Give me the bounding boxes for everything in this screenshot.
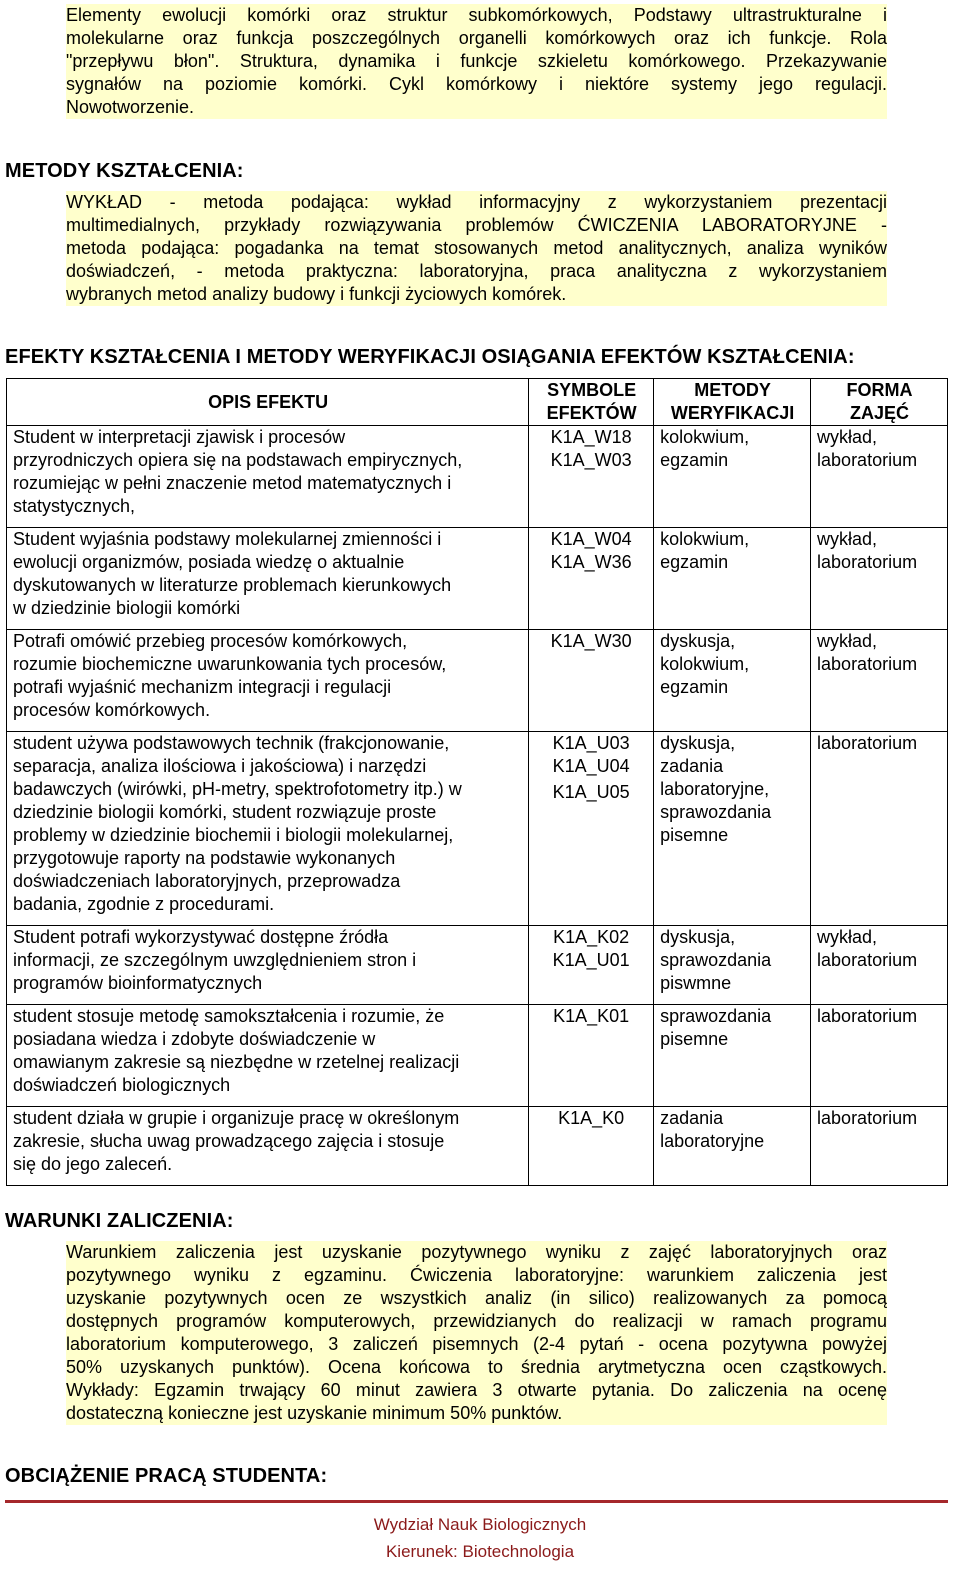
opis-line: doświadczeniach laboratoryjnych, przeprowadza xyxy=(13,871,401,891)
forma-line: wykład, xyxy=(817,927,878,947)
cell-symbole xyxy=(529,926,654,1005)
cell-symbole-content xyxy=(533,732,649,816)
table-row xyxy=(7,1107,948,1186)
cell-metody-content xyxy=(660,426,805,481)
metoda-line: piswmne xyxy=(660,973,732,993)
cell-symbole xyxy=(529,732,654,926)
efekty-table-body xyxy=(7,426,948,1186)
forma-line: wykład, xyxy=(817,631,878,651)
metoda-line: egzamin xyxy=(660,450,729,470)
intro-line: "przepływu błon". Struktura, dynamika i funkcje szkieletu komórkowego. Przekazywanie xyxy=(66,51,887,71)
opis-line: doświadczeń biologicznych xyxy=(13,1075,231,1095)
warunki-heading: WARUNKI ZALICZENIA: xyxy=(5,1210,234,1232)
metody-line: wybranych metod analizy budowy i funkcji życiowych komórek. xyxy=(66,284,567,304)
metoda-line: laboratoryjne, xyxy=(660,779,770,799)
opis-line: student używa podstawowych technik (frakcjonowanie, xyxy=(13,733,450,753)
opis-line: w dziedzinie biologii komórki xyxy=(13,598,241,618)
cell-symbole xyxy=(529,1005,654,1107)
header-opis: OPIS EFEKTU xyxy=(7,379,529,426)
cell-symbole-content xyxy=(533,1005,649,1037)
cell-opis xyxy=(7,1107,529,1186)
cell-opis-content xyxy=(13,732,523,925)
metoda-line: dyskusja, xyxy=(660,927,736,947)
cell-opis xyxy=(7,426,529,528)
cell-opis-content xyxy=(13,630,523,731)
symbol-code: K1A_U05 xyxy=(552,782,630,802)
warunki-line: 50% uzyskanych punktów). Ocena końcowa to średnia arytmetyczna ocen cząstkowych. xyxy=(66,1357,887,1377)
cell-opis-content xyxy=(13,528,523,629)
metoda-line: dyskusja, xyxy=(660,733,736,753)
cell-forma-content xyxy=(817,1005,942,1037)
warunki-paragraph xyxy=(66,1241,887,1425)
cell-forma xyxy=(811,926,948,1005)
header-metody-line1: METODY xyxy=(694,380,771,400)
cell-forma-content xyxy=(817,926,942,981)
cell-symbole xyxy=(529,528,654,630)
symbol-code: K1A_K0 xyxy=(558,1108,625,1128)
header-forma-line2: ZAJĘĆ xyxy=(850,403,910,423)
cell-forma-content xyxy=(817,1107,942,1139)
symbol-code: K1A_U04 xyxy=(552,756,630,776)
header-symbole-line2: EFEKTÓW xyxy=(546,403,637,423)
cell-forma xyxy=(811,1005,948,1107)
metoda-line: pisemne xyxy=(660,1029,729,1049)
efekty-heading: EFEKTY KSZTAŁCENIA I METODY WERYFIKACJI OSIĄGANIA EFEKTÓW KSZTAŁCENIA: xyxy=(5,346,855,368)
opis-line: separacja, analiza ilościowa i jakościowa) i narzędzi xyxy=(13,756,427,776)
cell-opis xyxy=(7,732,529,926)
metody-line: WYKŁAD - metoda podająca: wykład informacyjny z wykorzystaniem prezentacji xyxy=(66,192,887,212)
cell-opis xyxy=(7,528,529,630)
cell-symbole-content xyxy=(533,1107,649,1139)
forma-line: laboratorium xyxy=(817,1006,918,1026)
opis-line: Student wyjaśnia podstawy molekularnej zmienności i xyxy=(13,529,442,549)
forma-line: wykład, xyxy=(817,529,878,549)
symbol-code: K1A_K02 xyxy=(553,927,630,947)
opis-line: dyskutowanych w literaturze problemach kierunkowych xyxy=(13,575,452,595)
cell-forma-content xyxy=(817,630,942,685)
cell-forma xyxy=(811,426,948,528)
table-row xyxy=(7,426,948,528)
opis-line: ewolucji organizmów, posiada wiedzę o aktualnie xyxy=(13,552,405,572)
metoda-line: sprawozdania xyxy=(660,1006,772,1026)
cell-metody xyxy=(654,630,811,732)
metoda-line: kolokwium, xyxy=(660,654,750,674)
cell-forma-content xyxy=(817,528,942,583)
cell-symbole-content xyxy=(533,630,649,662)
opis-line: procesów komórkowych. xyxy=(13,700,211,720)
metody-line: multimedialnych, przykłady rozwiązywania problemów ĆWICZENIA LABORATORYJNE - xyxy=(66,215,887,235)
header-symbole-line1: SYMBOLE xyxy=(547,380,637,400)
forma-line: laboratorium xyxy=(817,733,918,753)
table-header-row xyxy=(7,379,948,426)
metody-paragraph xyxy=(66,191,887,306)
opis-line: przygotowuje raporty na podstawie wykonanych xyxy=(13,848,396,868)
table-row xyxy=(7,732,948,926)
opis-line: programów bioinformatycznych xyxy=(13,973,263,993)
opis-line: student działa w grupie i organizuje pracę w określonym xyxy=(13,1108,460,1128)
opis-line: badawczych (wirówki, pH-metry, spektrofotometry itp.) w xyxy=(13,779,462,799)
forma-line: laboratorium xyxy=(817,950,918,970)
metoda-line: egzamin xyxy=(660,552,729,572)
cell-metody xyxy=(654,732,811,926)
cell-symbole-content xyxy=(533,426,649,484)
table-row xyxy=(7,630,948,732)
opis-line: problemy w dziedzinie biochemii i biologii molekularnej, xyxy=(13,825,454,845)
symbol-code: K1A_U03 xyxy=(552,733,630,753)
cell-forma xyxy=(811,1107,948,1186)
opis-line: potrafi wyjaśnić mechanizm integracji i regulacji xyxy=(13,677,392,697)
opis-line: statystycznych, xyxy=(13,496,136,516)
opis-line: się do jego zaleceń. xyxy=(13,1154,173,1174)
opis-line: posiadana wiedza i zdobyte doświadczenie w xyxy=(13,1029,376,1049)
symbol-code: K1A_K01 xyxy=(553,1006,630,1026)
cell-forma-content xyxy=(817,426,942,481)
opis-line: omawianym zakresie są niezbędne w rzetelnej realizacji xyxy=(13,1052,460,1072)
symbol-code: K1A_W30 xyxy=(550,631,632,651)
cell-metody-content xyxy=(660,926,805,1004)
metoda-line: egzamin xyxy=(660,677,729,697)
opis-line: badania, zgodnie z procedurami. xyxy=(13,894,275,914)
intro-line: Nowotworzenie. xyxy=(66,97,195,117)
warunki-line: Warunkiem zaliczenia jest uzyskanie pozytywnego wyniku z zajęć laboratoryjnych oraz xyxy=(66,1242,887,1262)
cell-symbole xyxy=(529,630,654,732)
cell-metody xyxy=(654,426,811,528)
metody-line: metoda podająca: pogadanka na temat stosowanych metod analitycznych, analiza wyników xyxy=(66,238,887,258)
header-metody xyxy=(654,379,811,426)
opis-line: przyrodniczych opiera się na podstawach empirycznych, xyxy=(13,450,463,470)
opis-line: student stosuje metodę samokształcenia i rozumie, że xyxy=(13,1006,445,1026)
metoda-line: kolokwium, xyxy=(660,529,750,549)
symbol-code: K1A_W04 xyxy=(550,529,632,549)
cell-symbole-content xyxy=(533,528,649,586)
efekty-table xyxy=(6,378,948,1186)
cell-opis-content xyxy=(13,1005,523,1106)
table-row xyxy=(7,1005,948,1107)
symbol-code: K1A_W03 xyxy=(550,450,632,470)
metoda-line: pisemne xyxy=(660,825,729,845)
warunki-line: pozytywnego wyniku z egzaminu. Ćwiczenia laboratoryjne: warunkiem zaliczenia jest xyxy=(66,1265,887,1285)
footer-rule xyxy=(5,1500,948,1503)
forma-line: laboratorium xyxy=(817,552,918,572)
opis-line: Student w interpretacji zjawisk i procesów xyxy=(13,427,346,447)
cell-opis xyxy=(7,1005,529,1107)
cell-opis-content xyxy=(13,926,523,1004)
cell-metody-content xyxy=(660,630,805,708)
metoda-line: sprawozdania xyxy=(660,802,772,822)
cell-opis xyxy=(7,926,529,1005)
header-symbole xyxy=(529,379,654,426)
metoda-line: kolokwium, xyxy=(660,427,750,447)
warunki-line: laboratorium komputerowego, 3 zaliczeń pisemnych (2-4 pytań - ocena pozytywna powyżej xyxy=(66,1334,887,1354)
symbol-code: K1A_U01 xyxy=(552,950,630,970)
cell-opis-content xyxy=(13,426,523,527)
cell-metody-content xyxy=(660,1005,805,1060)
cell-forma xyxy=(811,528,948,630)
obciazenie-heading: OBCIĄŻENIE PRACĄ STUDENTA: xyxy=(5,1465,328,1487)
cell-metody-content xyxy=(660,732,805,856)
table-row xyxy=(7,528,948,630)
metody-heading: METODY KSZTAŁCENIA: xyxy=(5,160,244,182)
forma-line: laboratorium xyxy=(817,654,918,674)
cell-metody-content xyxy=(660,528,805,583)
cell-metody xyxy=(654,1005,811,1107)
cell-metody xyxy=(654,926,811,1005)
metody-line: doświadczeń, - metoda praktyczna: laboratoryjna, praca analityczna z wykorzystaniem xyxy=(66,261,887,281)
cell-metody xyxy=(654,528,811,630)
cell-symbole xyxy=(529,1107,654,1186)
cell-opis xyxy=(7,630,529,732)
intro-paragraph xyxy=(66,4,887,119)
forma-line: wykład, xyxy=(817,427,878,447)
opis-line: zakresie, słucha uwag prowadzącego zajęcia i stosuje xyxy=(13,1131,445,1151)
opis-line: informacji, ze szczególnym uwzględnieniem stron i xyxy=(13,950,417,970)
symbol-code: K1A_W18 xyxy=(550,427,632,447)
opis-line: dziedzinie biologii komórki, student rozwiązuje proste xyxy=(13,802,437,822)
cell-forma xyxy=(811,630,948,732)
header-forma-line1: FORMA xyxy=(846,380,913,400)
header-forma xyxy=(811,379,948,426)
cell-symbole-content xyxy=(533,926,649,984)
cell-opis-content xyxy=(13,1107,523,1185)
metoda-line: sprawozdania xyxy=(660,950,772,970)
metoda-line: zadania xyxy=(660,1108,724,1128)
cell-metody xyxy=(654,1107,811,1186)
intro-line: molekularne oraz funkcja poszczególnych organelli komórkowych oraz ich funkcje. Rola xyxy=(66,28,887,48)
opis-line: Student potrafi wykorzystywać dostępne źródła xyxy=(13,927,389,947)
opis-line: rozumiejąc w pełni znaczenie metod matematycznych i xyxy=(13,473,452,493)
cell-forma-content xyxy=(817,732,942,764)
footer-faculty: Wydział Nauk Biologicznych xyxy=(373,1515,587,1534)
intro-line: Elementy ewolucji komórki oraz struktur subkomórkowych, Podstawy ultrastrukturalne i xyxy=(66,5,887,25)
metoda-line: laboratoryjne xyxy=(660,1131,765,1151)
table-row xyxy=(7,926,948,1005)
warunki-line: dostępnych programów komputerowych, przewidzianych do realizacji w ramach programu xyxy=(66,1311,887,1331)
symbol-code: K1A_W36 xyxy=(550,552,632,572)
cell-metody-content xyxy=(660,1107,805,1162)
forma-line: laboratorium xyxy=(817,450,918,470)
warunki-line: uzyskanie pozytywnych ocen ze wszystkich analiz (in silico) realizowanych za pomocą xyxy=(66,1288,887,1308)
metoda-line: zadania xyxy=(660,756,724,776)
cell-forma xyxy=(811,732,948,926)
footer-field: Kierunek: Biotechnologia xyxy=(385,1542,575,1561)
opis-line: rozumie biochemiczne uwarunkowania tych procesów, xyxy=(13,654,447,674)
warunki-line: dostateczną konieczne jest uzyskanie minimum 50% punktów. xyxy=(66,1403,563,1423)
forma-line: laboratorium xyxy=(817,1108,918,1128)
cell-symbole xyxy=(529,426,654,528)
metoda-line: dyskusja, xyxy=(660,631,736,651)
warunki-line: Wykłady: Egzamin trwający 60 minut zawiera 3 otwarte pytania. Do zaliczenia na ocenę xyxy=(66,1380,887,1400)
header-metody-line2: WERYFIKACJI xyxy=(670,403,795,423)
opis-line: Potrafi omówić przebieg procesów komórkowych, xyxy=(13,631,408,651)
intro-line: sygnałów na poziomie komórki. Cykl komórkowy i niektóre systemy jego regulacji. xyxy=(66,74,887,94)
